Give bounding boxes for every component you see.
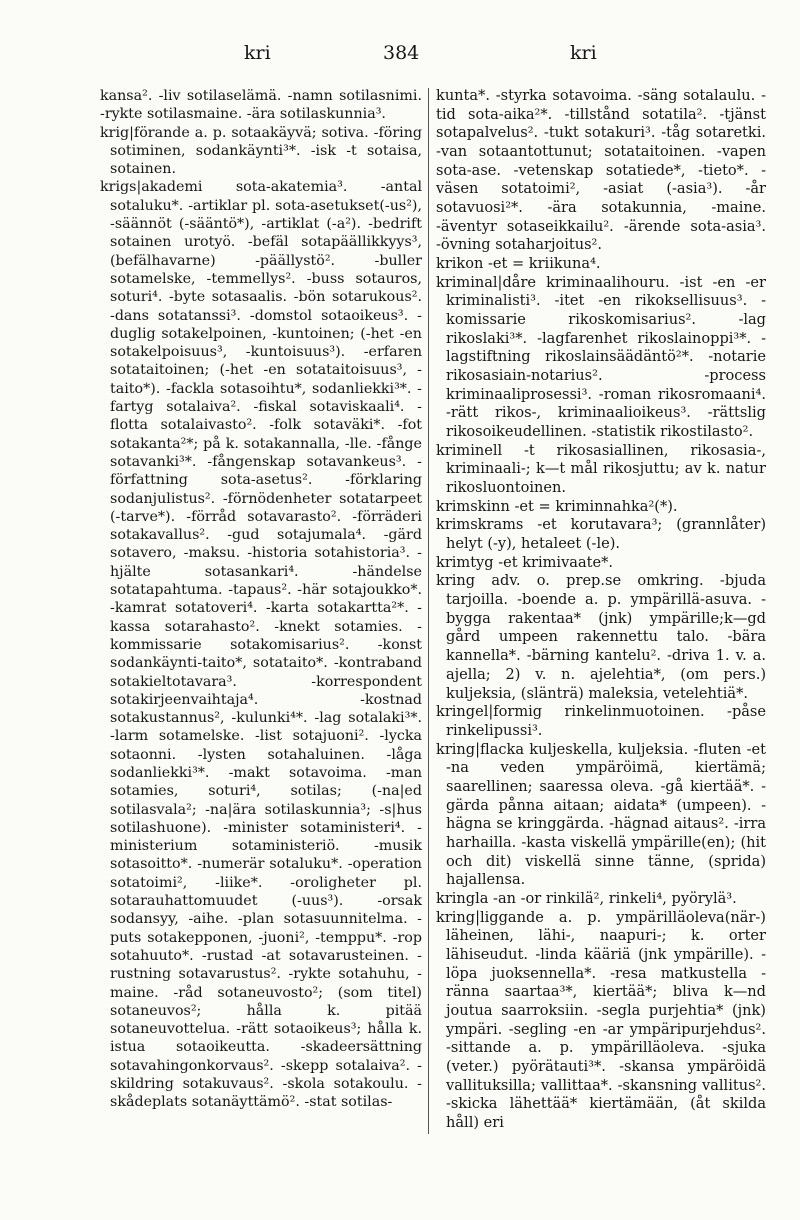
column-divider — [428, 88, 429, 1134]
left-running-headword: kri — [244, 42, 271, 64]
dictionary-entry: kunta*. -styrka sotavoima. -säng sotalaulu. -tid sota-aika²*. -tillstånd sotatila². -tjänst sotapalvelus². -tukt sotakuri³. -tåg sotaretki. -van sotaantottunut; sotataitoinen. -vapen sota-ase. -vetenskap sotatiede*, -tieto*. -väsen sotatoimi², -asiat (-asia³). -år sotavuosi²*. -ära sotakunnia, -maine. -äventyr sotaseikkailu². -ärende sota-asia³. -övning sotaharjoitus². — [436, 87, 766, 254]
dictionary-entry: krimskrams -et korutavara³; (grannlåter) helyt (-y), hetaleet (-le). — [436, 516, 766, 553]
right-column — [436, 87, 766, 1133]
page-number: 384 — [383, 42, 420, 64]
dictionary-entry: krig|förande a. p. sotaakäyvä; sotiva. -föring sotiminen, sodankäynti³*. -isk -t sotaisa, sotainen. — [100, 124, 422, 178]
dictionary-entry: krikon -et = kriikuna⁴. — [436, 255, 601, 273]
dictionary-entry: kriminal|dåre kriminaalihouru. -ist -en -er kriminalisti³. -itet -en rikoksellisuus³. -komissarie rikoskomisarius². -lag rikoslaki³*. -lagfarenhet rikoslainoppi³*. -lagstiftning rikoslainsäädäntö²*. -notarie rikosasiain-notarius². -process kriminaaliprosessi³. -roman rikosromaani⁴. -rätt rikos-, kriminaalioikeus³. -rättslig rikosoikeudellinen. -statistik rikostilasto². — [436, 273, 766, 441]
dictionary-entry: kriminell -t rikosasiallinen, rikosasia-, kriminaali-; k—t mål rikosjuttu; av k. natur rikosluontoinen. — [436, 441, 766, 497]
dictionary-entry: kringla -an -or rinkilä², rinkeli⁴, pyörylä³. — [436, 889, 737, 907]
dictionary-entry: kring|liggande a. p. ympärilläoleva(när-) läheinen, lähi-, naapuri-; k. orter lähiseudut. -linda kääriä (jnk ympärille). -löpa juoksennella*. -resa matkustella -ränna saartaa³*, kiertää*; bliva k—nd joutua saarroksiin. -segla purjehtia* (jnk) ympäri. -segling -en -ar ympäripurjehdus². -sittande a. p. ympärilläoleva. -sjuka (veter.) pyörätauti³*. -skansa ympäröidä vallituksilla; vallittaa*. -skansning vallitus². -skicka lähettää* kiertämään, (åt skilda håll) eri — [436, 908, 766, 1131]
left-column — [100, 87, 422, 1112]
dictionary-entry: kring|flacka kuljeskella, kuljeksia. -fluten -et -na veden ympäröimä, kiertämä; saarellinen; saaressa oleva. -gå kiertää*. -gärda pånna aitaan; aidata* (umpeen). -hägna se kringgärda. -hägnad aitaus². -irra harhailla. -kasta viskellä ympärille(en); (hit och dit) viskellä sinne tänne, (sprida) hajallensa. — [436, 740, 766, 889]
dictionary-entry: kring adv. o. prep.se omkring. -bjuda tarjoilla. -boende a. p. ympärillä-asuva. -bygga rakentaa* (jnk) ympärille;k—gd gård umpeen rakennettu talo. -bära kannella*. -bärning kantelu². -driva 1. v. a. ajella; 2) v. n. ajelehtia*, (om pers.) kuljeksia, (slänträ) maleksia, vetelehtiä*. — [436, 572, 766, 702]
right-running-headword: kri — [570, 42, 597, 64]
dictionary-entry: kringel|formig rinkelinmuotoinen. -påse rinkelipussi³. — [436, 703, 766, 739]
dictionary-entry: krigs|akademi sota-akatemia³. -antal sotaluku*. -artiklar pl. sota-asetukset(-us²), -säännöt (-sääntö*), -artiklat (-a²). -bedrift sotainen urotyö. -befäl sotapäällikkyys³, (befälhavarne) -päällystö². -buller sotamelske, -temmellys². -buss sotauros, soturi⁴. -byte sotasaalis. -bön sotarukous². -dans sotatanssi³. -domstol sotaoikeus³. -duglig sotakelpoinen, -kuntoinen; (-het -en sotakelpoisuus³, -kuntoisuus³). -erfaren sotataitoinen; (-het -en sotataitoisuus³, -taito*). -fackla sotasoihtu*, sodanliekki³*. -fartyg sotalaiva². -fiskal sotaviskaali⁴. -flotta sotalaivasto². -folk sotaväki*. -fot sotakanta²*; på k. sotakannalla, -lle. -fånge sotavanki³*. -fångenskap sotavankeus³. -författning sota-asetus². -förklaring sodanjulistus². -förnödenheter sotatarpeet (-tarve*). -förråd sotavarasto². -förräderi sotakavallus². -gud sotajumala⁴. -gärd sotavero, -maksu. -historia sotahistoria³. -hjälte sotasankari⁴. -händelse sotatapahtuma. -tapaus². -här sotajoukko*. -kamrat sotatoveri⁴. -karta sotakartta²*. -kassa sotarahasto². -knekt sotamies. -kommissarie sotakomisarius². -konst sodankäynti-taito*, sotataito*. -kontraband sotakieltotavara³. -korrespondent sotakirjeenvaihtaja⁴. -kostnad sotakustannus², -kulunki⁴*. -lag sotalaki³*. -larm sotamelske. -list sotajuoni². -lycka sotaonni. -lysten sotahaluinen. -låga sodanliekki³*. -makt sotavoima. -man sotamies, soturi⁴, sotilas; (-na|ed sotilasvala²; -na|ära sotilaskunnia³; -s|hus sotilashuone). -minister sotaministeri⁴. -ministerium sotaministeriö. -musik sotasoitto*. -numerär sotaluku*. -operation sotatoimi², -liike*. -oroligheter pl. sotarauhattomuudet (-uus³). -orsak sodansyy, -aihe. -plan sotasuunnitelma. -puts sotakepponen, -juoni², -temppu*. -rop sotahuuto*. -rustad -at sotavarusteinen. -rustning sotavarustus². -rykte sotahuhu, -maine. -råd sotaneuvosto²; (som titel) sotaneuvos²; hålla k. pitää sotaneuvottelua. -rätt sotaoikeus³; hålla k. istua sotaoikeutta. -skadeersättning sotavahingonkorvaus². -skepp sotalaiva². -skildring sotakuvaus². -skola sotakoulu. -skådeplats sotanäyttämö². -stat sotilas- — [100, 179, 422, 1111]
dictionary-entry: kansa². -liv sotilaselämä. -namn sotilasnimi. -rykte sotilasmaine. -ära sotilaskunnia³. — [100, 88, 422, 123]
dictionary-entry: krimtyg -et krimivaate*. — [436, 553, 613, 571]
page-header — [0, 42, 800, 72]
dictionary-entry: krimskinn -et = kriminnahka²(*). — [436, 497, 678, 515]
